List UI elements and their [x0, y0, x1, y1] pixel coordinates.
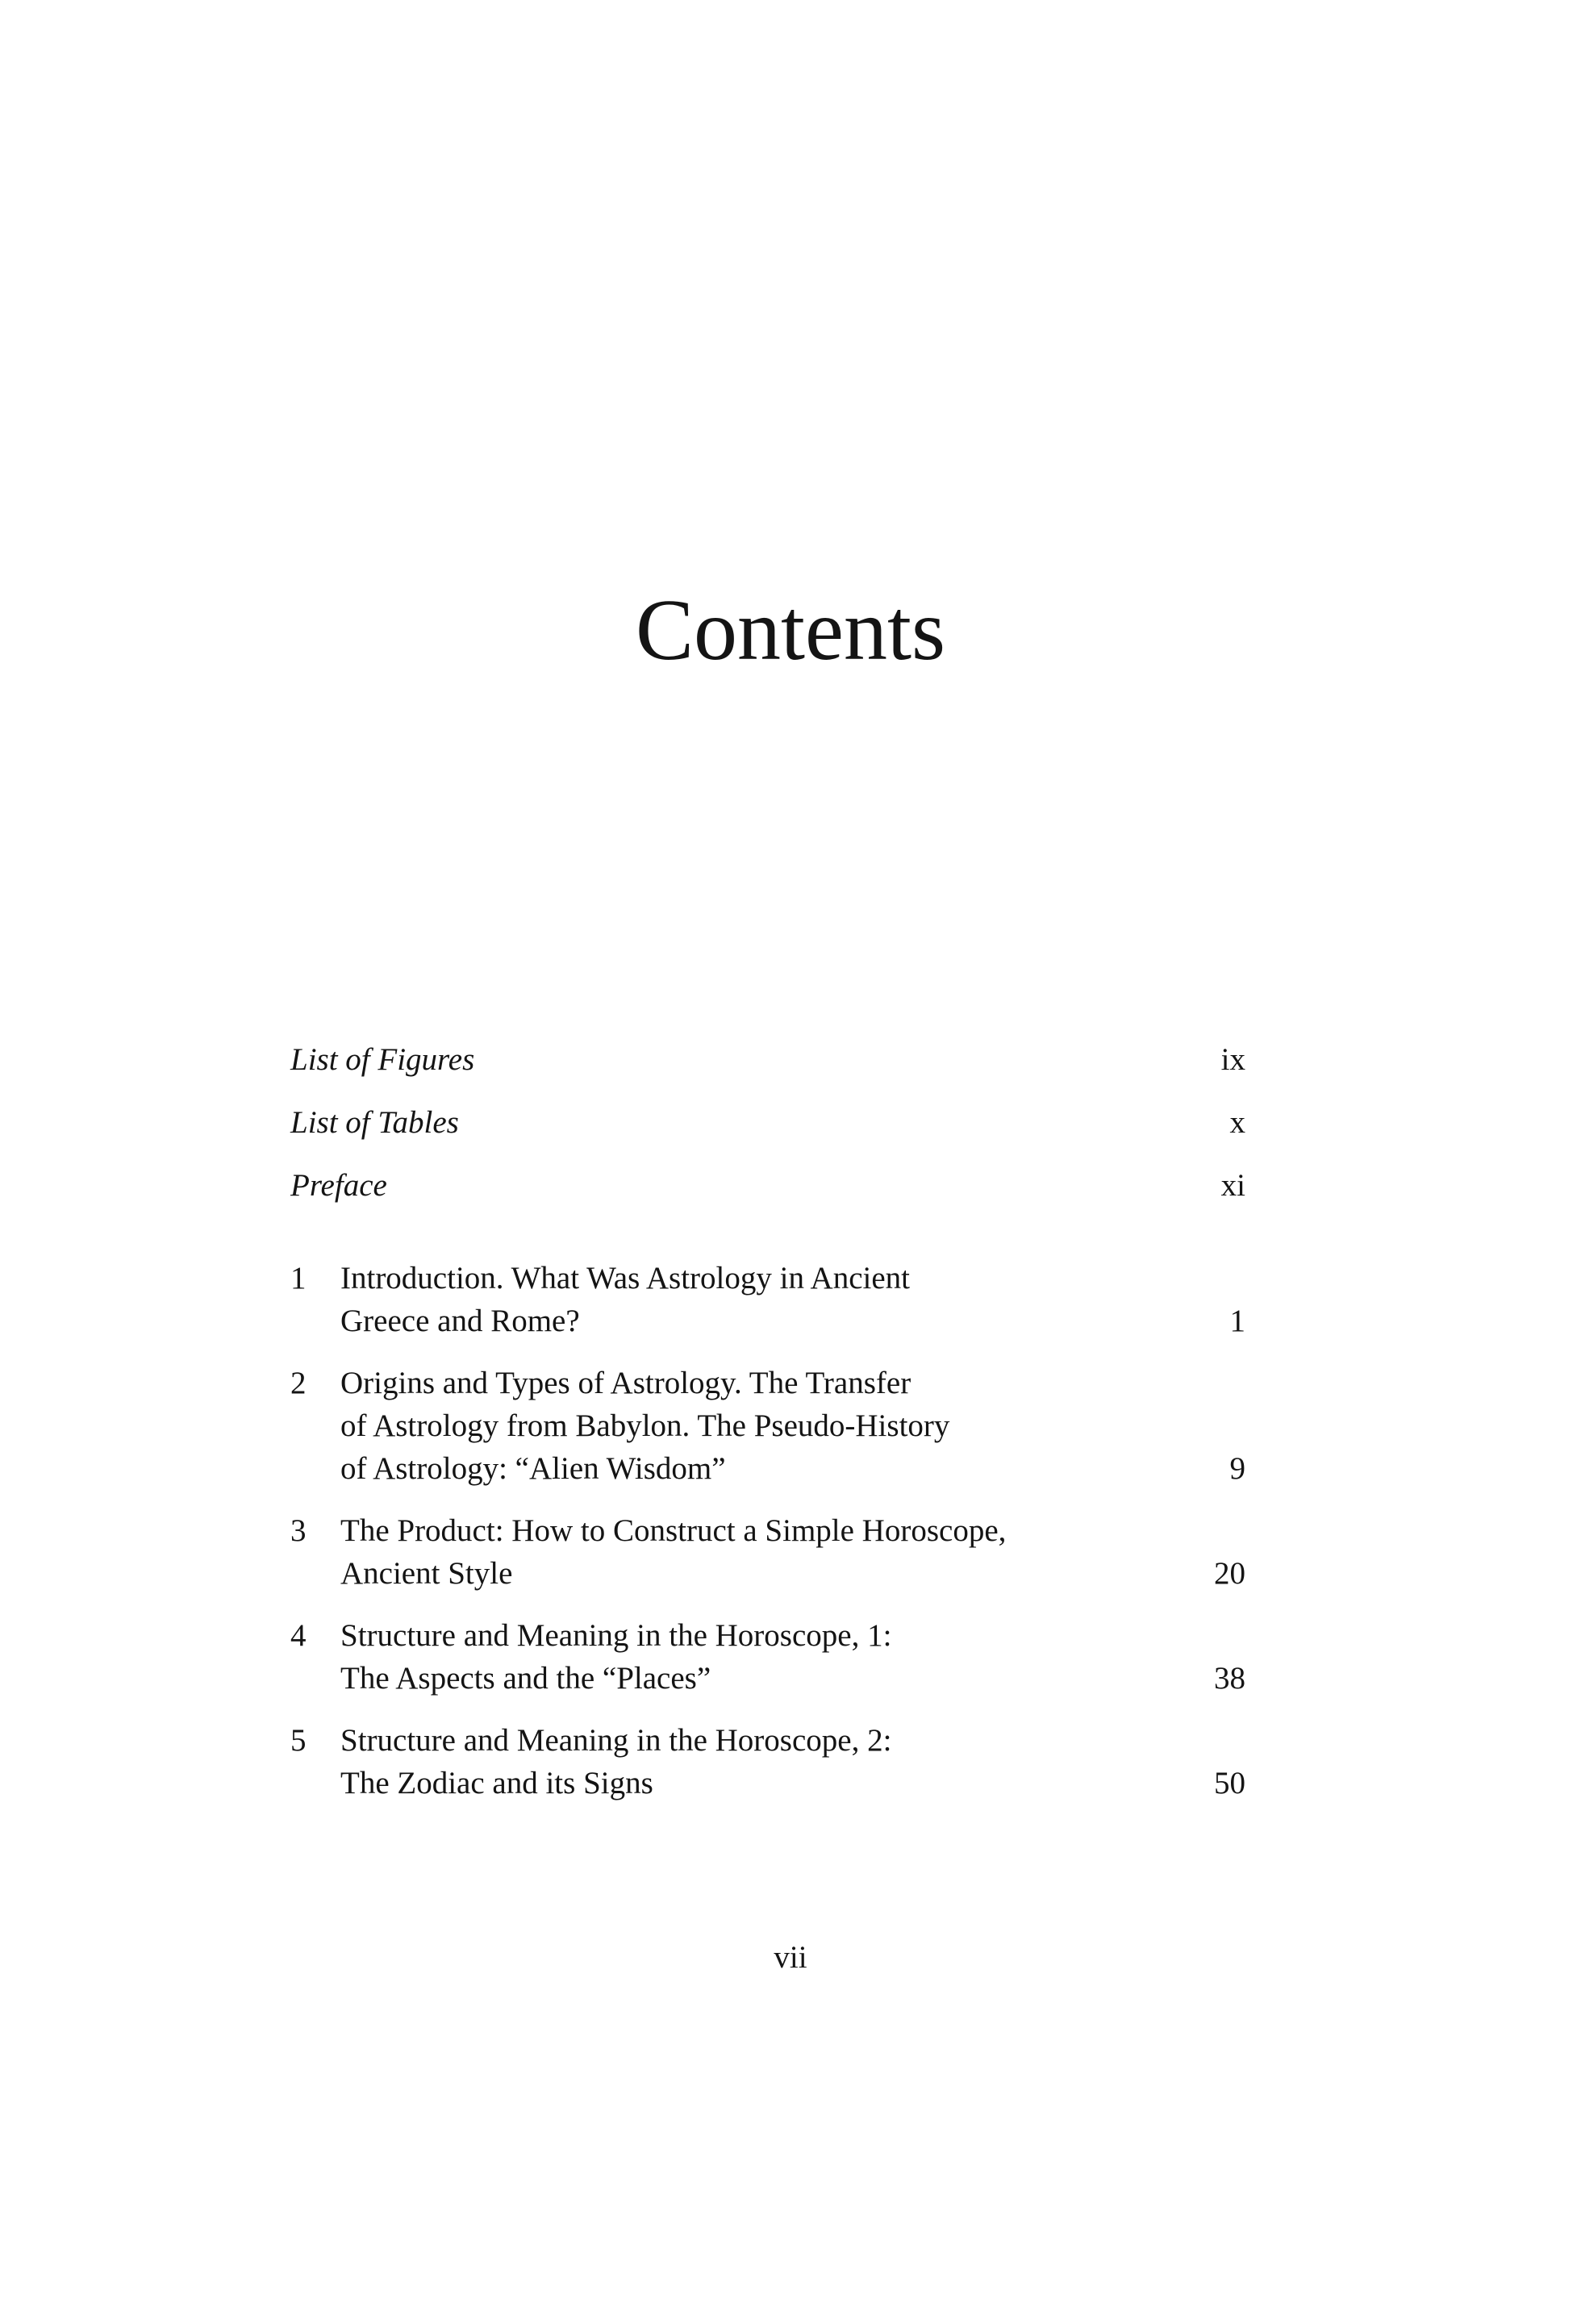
chapter-title-line: Structure and Meaning in the Horoscope, 1: [340, 1618, 892, 1653]
chapter-title-line: of Astrology from Babylon. The Pseudo-History [340, 1408, 950, 1443]
toc-entry-page: ix [1220, 1042, 1245, 1077]
toc-chapter-3[interactable] [290, 1509, 1245, 1595]
chapter-page-number: 50 [1214, 1766, 1245, 1800]
page-title: Contents [635, 582, 945, 678]
page-number: vii [774, 1940, 807, 1975]
chapter-title-line: Introduction. What Was Astrology in Ancient [340, 1261, 910, 1296]
chapter-title-line: of Astrology: “Alien Wisdom” [340, 1451, 726, 1486]
toc-entry-page: xi [1220, 1168, 1245, 1203]
toc-entry-label: List of Figures [290, 1042, 475, 1077]
chapter-title-line: Greece and Rome? [340, 1304, 580, 1338]
chapter-page-number: 20 [1214, 1556, 1245, 1591]
table-of-contents [290, 1036, 1245, 1824]
chapter-list [290, 1257, 1245, 1805]
chapter-title-line: Ancient Style [340, 1556, 513, 1591]
toc-entry-list-of-figures[interactable] [290, 1036, 1245, 1099]
chapter-title-line: The Zodiac and its Signs [340, 1766, 653, 1800]
chapter-number: 5 [290, 1723, 307, 1758]
chapter-title-line: Structure and Meaning in the Horoscope, 2: [340, 1723, 892, 1758]
toc-chapter-2[interactable] [290, 1362, 1245, 1490]
toc-entry-page: x [1229, 1105, 1245, 1140]
chapter-title-line: Origins and Types of Astrology. The Transfer [340, 1366, 911, 1400]
chapter-number: 3 [290, 1513, 307, 1548]
chapter-page-number: 1 [1229, 1304, 1245, 1338]
chapter-number: 2 [290, 1366, 307, 1400]
chapter-number: 1 [290, 1261, 307, 1296]
toc-entry-label: Preface [290, 1168, 387, 1203]
chapter-page-number: 9 [1229, 1451, 1245, 1486]
chapter-title-line: The Aspects and the “Places” [340, 1661, 711, 1696]
toc-chapter-4[interactable] [290, 1614, 1245, 1700]
toc-chapter-5[interactable] [290, 1719, 1245, 1805]
chapter-page-number: 38 [1214, 1661, 1245, 1696]
chapter-title-line: The Product: How to Construct a Simple Horoscope, [340, 1513, 1007, 1548]
toc-chapter-1[interactable] [290, 1257, 1245, 1342]
toc-entry-list-of-tables[interactable] [290, 1099, 1245, 1162]
toc-entry-label: List of Tables [290, 1105, 459, 1140]
toc-entry-preface[interactable] [290, 1162, 1245, 1225]
chapter-number: 4 [290, 1618, 307, 1653]
